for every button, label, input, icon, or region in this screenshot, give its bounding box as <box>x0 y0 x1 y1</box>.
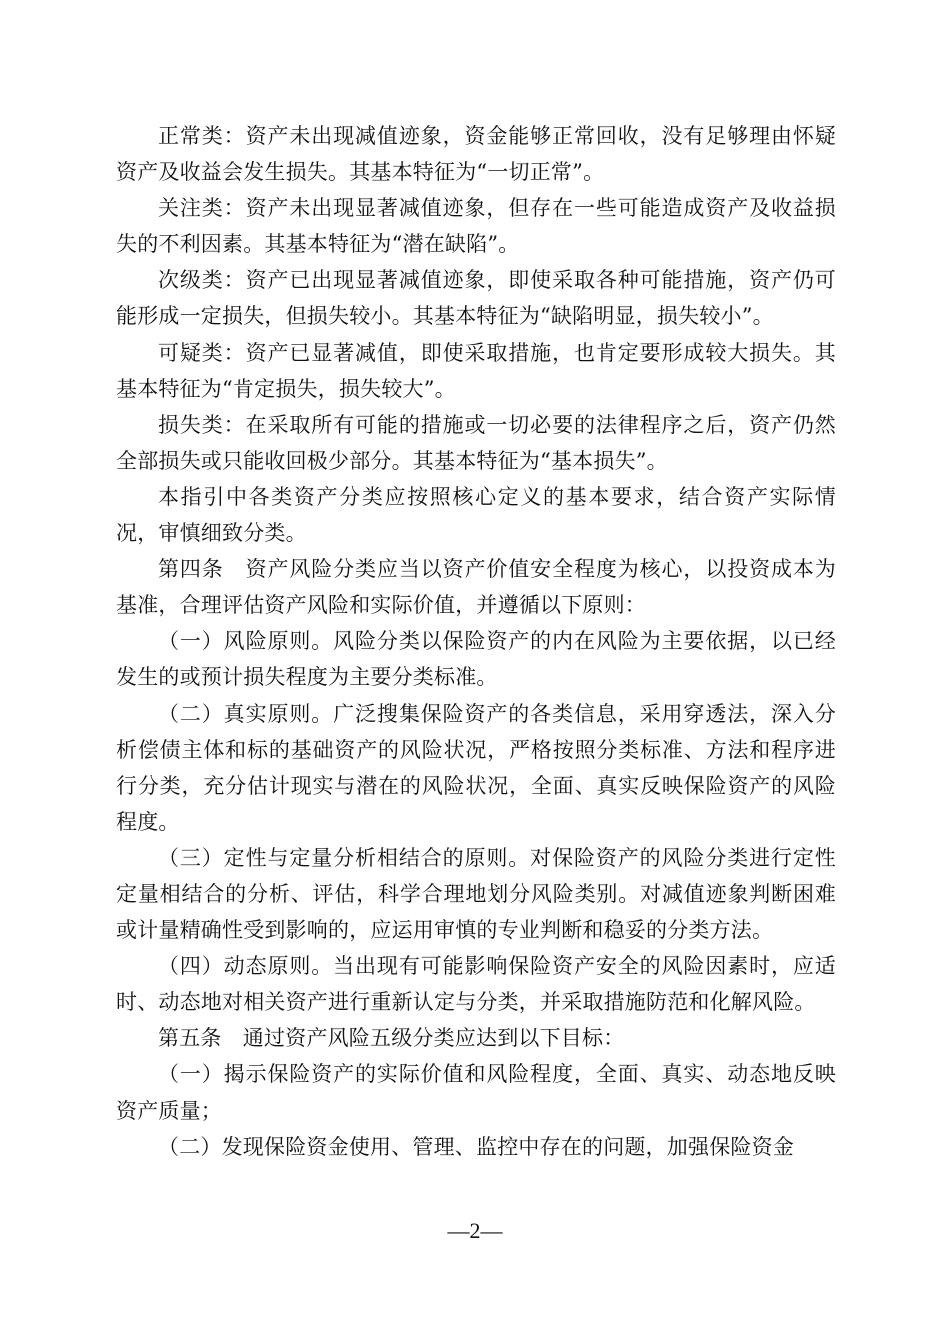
paragraph-goal-1: （一）揭示保险资产的实际价值和风险程度，全面、真实、动态地反映资产质量； <box>116 1062 836 1123</box>
paragraph-loss-category: 损失类：在采取所有可能的措施或一切必要的法律程序之后，资产仍然全部损失或只能收回极少部分。其基本特征为“基本损失”。 <box>116 412 836 473</box>
paragraph-normal-category: 正常类：资产未出现减值迹象，资金能够正常回收，没有足够理由怀疑资产及收益会发生损失。其基本特征为“一切正常”。 <box>116 124 836 185</box>
paragraph-classification-requirement: 本指引中各类资产分类应按照核心定义的基本要求，结合资产实际情况，审慎细致分类。 <box>116 484 836 546</box>
paragraph-article-4: 第四条 资产风险分类应当以资产价值安全程度为核心，以投资成本为基准，合理评估资产风险和实际价值，并遵循以下原则： <box>116 557 836 618</box>
paragraph-risk-principle: （一）风险原则。风险分类以保险资产的内在风险为主要依据，以已经发生的或预计损失程度为主要分类标准。 <box>116 629 836 690</box>
paragraph-doubtful-category: 可疑类：资产已显著减值，即使采取措施，也肯定要形成较大损失。其基本特征为“肯定损失，损失较大”。 <box>116 340 836 401</box>
paragraph-truth-principle: （二）真实原则。广泛搜集保险资产的各类信息，采用穿透法，深入分析偿债主体和标的基础资产的风险状况，严格按照分类标准、方法和程序进行分类，充分估计现实与潜在的风险状况，全面、真实反映保险资产的风险程度。 <box>116 701 836 834</box>
page-number: —2— <box>447 1218 503 1243</box>
paragraph-qualitative-quantitative-principle: （三）定性与定量分析相结合的原则。对保险资产的风险分类进行定性定量相结合的分析、评估，科学合理地划分风险类别。对减值迹象判断困难或计量精确性受到影响的，应运用审慎的专业判断和稳妥的分类方法。 <box>116 845 836 943</box>
paragraph-goal-2: （二）发现保险资金使用、管理、监控中存在的问题，加强保险资金 <box>158 1134 794 1159</box>
paragraph-substandard-category: 次级类：资产已出现显著减值迹象，即使采取各种可能措施，资产仍可能形成一定损失，但损失较小。其基本特征为“缺陷明显，损失较小”。 <box>116 268 836 329</box>
paragraph-article-5: 第五条 通过资产风险五级分类应达到以下目标： <box>158 1026 625 1051</box>
paragraph-dynamic-principle: （四）动态原则。当出现有可能影响保险资产安全的风险因素时，应适时、动态地对相关资产进行重新认定与分类，并采取措施防范和化解风险。 <box>116 954 836 1015</box>
document-body <box>116 118 836 1165</box>
paragraph-attention-category: 关注类：资产未出现显著减值迹象，但存在一些可能造成资产及收益损失的不利因素。其基本特征为“潜在缺陷”。 <box>116 196 836 257</box>
